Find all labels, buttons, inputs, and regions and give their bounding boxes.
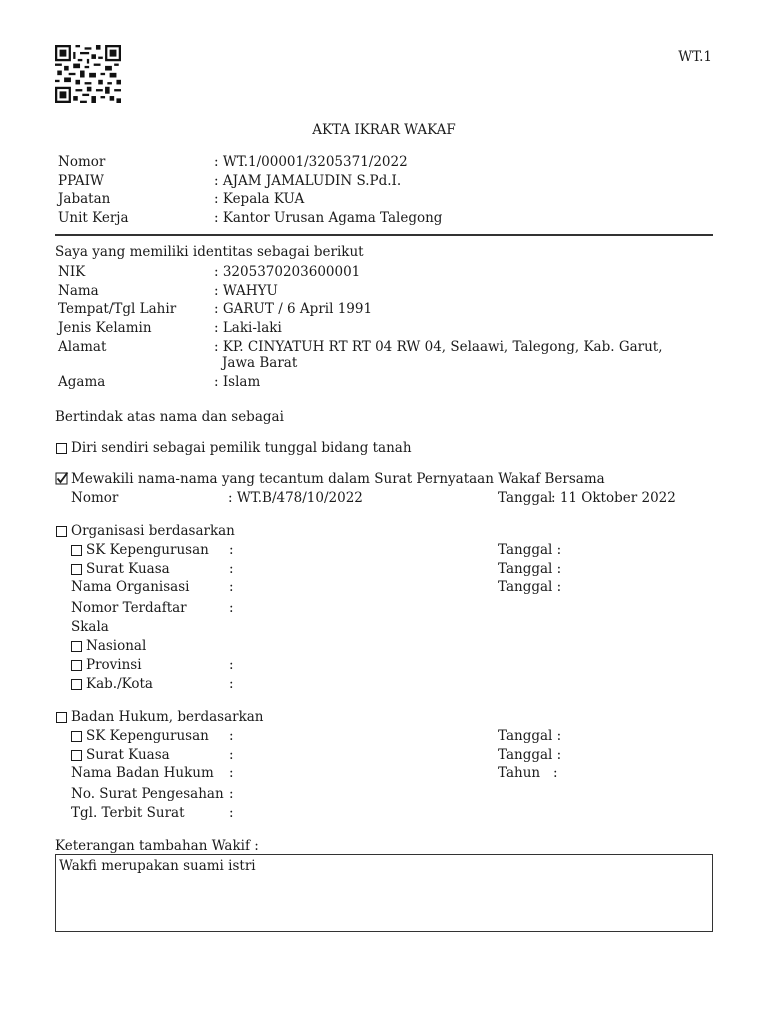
org-kuasa-colon: : bbox=[229, 561, 234, 577]
keterangan-text: Wakfi merupakan suami istri bbox=[59, 858, 256, 874]
form-code: WT.1 bbox=[678, 49, 712, 65]
officer-value-jabatan: : Kepala KUA bbox=[214, 191, 305, 207]
identity-intro: Saya yang memiliki identitas sebagai berikut bbox=[55, 244, 364, 260]
bh-tahun-label: Tahun : bbox=[498, 765, 558, 781]
org-kuasa-tanggal: Tanggal : bbox=[498, 561, 562, 577]
bh-kuasa-label: Surat Kuasa bbox=[86, 747, 170, 763]
organisasi-checkbox[interactable] bbox=[56, 526, 67, 537]
identity-value-alamat-line2: Jawa Barat bbox=[222, 355, 298, 371]
officer-value-nomor: : WT.1/00001/3205371/2022 bbox=[214, 154, 408, 170]
bh-tgl-terbit-label: Tgl. Terbit Surat bbox=[71, 805, 185, 821]
bh-kuasa-tanggal: Tanggal : bbox=[498, 747, 562, 763]
identity-label-nik: NIK bbox=[58, 264, 86, 280]
bh-sk-checkbox[interactable] bbox=[71, 731, 82, 742]
identity-value-nama: : WAHYU bbox=[214, 283, 278, 299]
identity-label-agama: Agama bbox=[58, 374, 106, 390]
self-checkbox[interactable] bbox=[56, 443, 67, 454]
bh-sk-label: SK Kepengurusan bbox=[86, 728, 209, 744]
bh-no-surat-colon: : bbox=[229, 786, 234, 802]
org-nomor-terdaftar-label: Nomor Terdaftar bbox=[71, 600, 187, 616]
organisasi-label: Organisasi berdasarkan bbox=[71, 523, 235, 539]
qr-code bbox=[55, 45, 121, 103]
org-sk-label: SK Kepengurusan bbox=[86, 542, 209, 558]
org-nama-label: Nama Organisasi bbox=[71, 579, 190, 595]
officer-label-unit: Unit Kerja bbox=[58, 210, 129, 226]
identity-label-jk: Jenis Kelamin bbox=[58, 320, 152, 336]
skala-kabkota-colon: : bbox=[229, 676, 234, 692]
identity-value-jk: : Laki-laki bbox=[214, 320, 282, 336]
identity-value-agama: : Islam bbox=[214, 374, 261, 390]
org-kuasa-label: Surat Kuasa bbox=[86, 561, 170, 577]
identity-value-alamat: : KP. CINYATUH RT RT 04 RW 04, Selaawi, Talegong, Kab. Garut, bbox=[214, 339, 663, 355]
self-label: Diri sendiri sebagai pemilik tunggal bidang tanah bbox=[71, 440, 412, 456]
org-kuasa-checkbox[interactable] bbox=[71, 564, 82, 575]
identity-label-ttl: Tempat/Tgl Lahir bbox=[58, 301, 177, 317]
skala-nasional-label: Nasional bbox=[86, 638, 147, 654]
identity-value-nik: : 3205370203600001 bbox=[214, 264, 361, 280]
joint-tanggal-value: : 11 Oktober 2022 bbox=[551, 490, 676, 506]
skala-kabkota-checkbox[interactable] bbox=[71, 679, 82, 690]
joint-tanggal-label: Tanggal bbox=[498, 490, 553, 506]
org-sk-colon: : bbox=[229, 542, 234, 558]
org-nomor-terdaftar-colon: : bbox=[229, 600, 234, 616]
page-title: AKTA IKRAR WAKAF bbox=[312, 122, 456, 138]
officer-value-ppaiw: : AJAM JAMALUDIN S.Pd.I. bbox=[214, 173, 402, 189]
keterangan-label: Keterangan tambahan Wakif : bbox=[55, 838, 259, 854]
skala-provinsi-checkbox[interactable] bbox=[71, 660, 82, 671]
joint-label: Mewakili nama-nama yang tecantum dalam Surat Pernyataan Wakaf Bersama bbox=[71, 471, 605, 487]
badan-hukum-checkbox[interactable] bbox=[56, 712, 67, 723]
bh-nama-colon: : bbox=[229, 765, 234, 781]
bh-sk-tanggal: Tanggal : bbox=[498, 728, 562, 744]
identity-label-nama: Nama bbox=[58, 283, 99, 299]
bh-no-surat-label: No. Surat Pengesahan bbox=[71, 786, 224, 802]
org-sk-tanggal: Tanggal : bbox=[498, 542, 562, 558]
skala-nasional-checkbox[interactable] bbox=[71, 641, 82, 652]
officer-label-ppaiw: PPAIW bbox=[58, 173, 104, 189]
bh-kuasa-checkbox[interactable] bbox=[71, 750, 82, 761]
identity-label-alamat: Alamat bbox=[58, 339, 107, 355]
badan-hukum-label: Badan Hukum, berdasarkan bbox=[71, 709, 264, 725]
joint-checkbox-checked[interactable] bbox=[55, 471, 69, 485]
bh-tgl-terbit-colon: : bbox=[229, 805, 234, 821]
skala-provinsi-colon: : bbox=[229, 657, 234, 673]
skala-provinsi-label: Provinsi bbox=[86, 657, 142, 673]
bh-kuasa-colon: : bbox=[229, 747, 234, 763]
org-sk-checkbox[interactable] bbox=[71, 545, 82, 556]
joint-nomor-value: : WT.B/478/10/2022 bbox=[228, 490, 363, 506]
org-nama-tanggal: Tanggal : bbox=[498, 579, 562, 595]
divider bbox=[55, 234, 713, 236]
officer-label-nomor: Nomor bbox=[58, 154, 106, 170]
bh-nama-label: Nama Badan Hukum bbox=[71, 765, 214, 781]
joint-nomor-label: Nomor bbox=[71, 490, 119, 506]
org-skala-label: Skala bbox=[71, 619, 109, 635]
identity-value-ttl: : GARUT / 6 April 1991 bbox=[214, 301, 373, 317]
skala-kabkota-label: Kab./Kota bbox=[86, 676, 153, 692]
acting-intro: Bertindak atas nama dan sebagai bbox=[55, 409, 284, 425]
org-nama-colon: : bbox=[229, 579, 234, 595]
keterangan-box[interactable] bbox=[55, 854, 713, 932]
officer-value-unit: : Kantor Urusan Agama Talegong bbox=[214, 210, 443, 226]
bh-sk-colon: : bbox=[229, 728, 234, 744]
officer-label-jabatan: Jabatan bbox=[58, 191, 111, 207]
